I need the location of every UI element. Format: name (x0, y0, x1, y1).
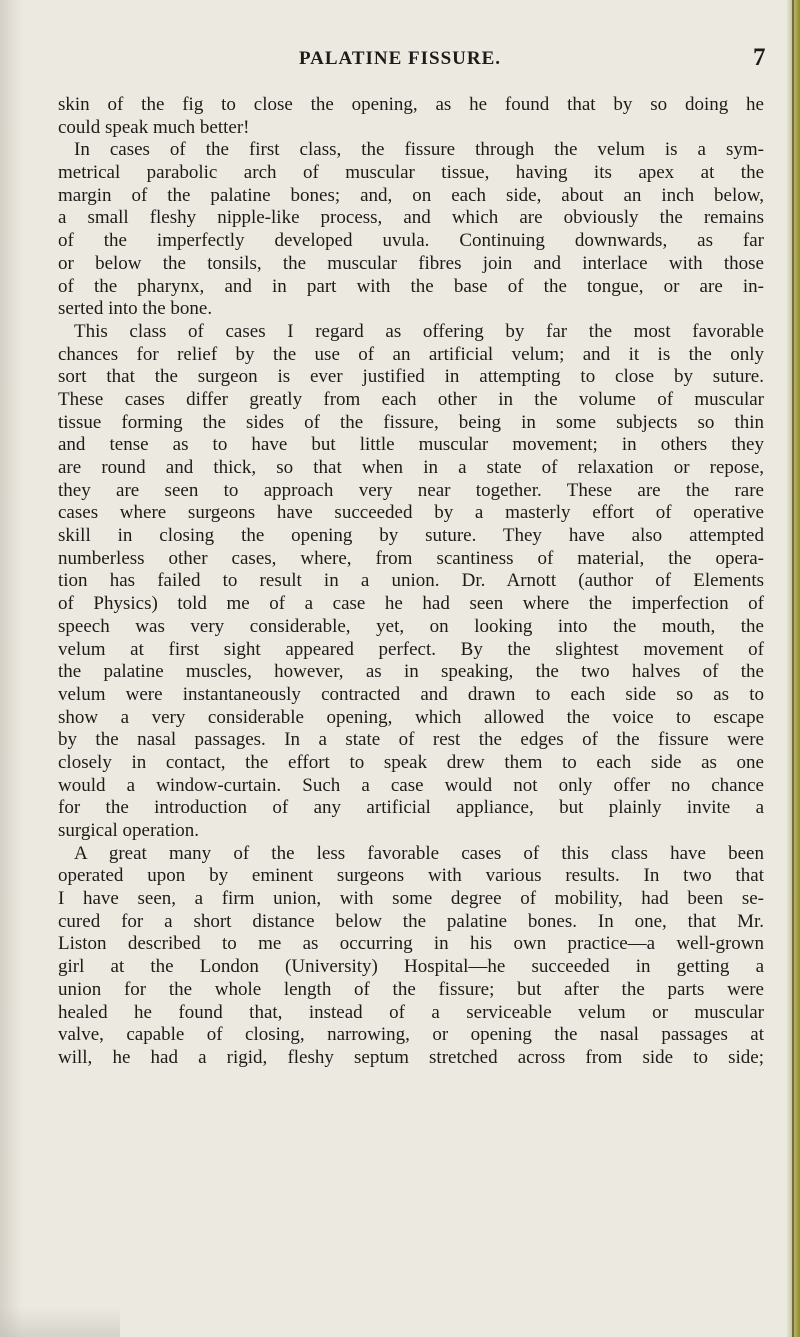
text-line: valve, capable of closing, narrowing, or opening the nasal passages at (58, 1024, 764, 1046)
text-line: could speak much better! (58, 116, 250, 138)
text-line: a small fleshy nipple-like process, and which are obviously the remains (58, 207, 764, 229)
text-line: numberless other cases, where, from scantiness of material, the opera- (58, 547, 764, 569)
text-line: speech was very considerable, yet, on looking into the mouth, the (58, 615, 764, 637)
text-line: or below the tonsils, the muscular fibres join and interlace with those (58, 252, 764, 274)
text-line: These cases differ greatly from each other in the volume of muscular (58, 388, 764, 410)
text-line: sort that the surgeon is ever justified in attempting to close by suture. (58, 366, 764, 388)
text-line: margin of the palatine bones; and, on each side, about an inch below, (58, 184, 764, 206)
text-line: girl at the London (University) Hospital—he succeeded in getting a (58, 956, 764, 978)
text-line: In cases of the first class, the fissure through the velum is a sym- (74, 139, 764, 161)
text-line: operated upon by eminent surgeons with various results. In two that (58, 865, 764, 887)
page-edge-line (792, 0, 794, 1337)
text-line: of the pharynx, and in part with the base of the tongue, or are in- (58, 275, 764, 297)
text-line: cases where surgeons have succeeded by a masterly effort of operative (58, 502, 764, 524)
text-line: I have seen, a firm union, with some degree of mobility, had been se- (58, 888, 764, 910)
text-line: surgical operation. (58, 820, 200, 841)
text-line: by the nasal passages. In a state of rest the edges of the fissure were (58, 729, 764, 751)
page-bottom-shadow (0, 1307, 120, 1337)
text-line: of Physics) told me of a case he had seen where the imperfection of (58, 593, 764, 615)
text-line: serted into the bone. (58, 298, 213, 320)
text-line: Liston described to me as occurring in his own practice—a well-grown (58, 933, 764, 955)
text-line: healed he found that, instead of a serviceable velum or muscular (58, 1001, 764, 1023)
text-line: for the introduction of any artificial appliance, but plainly invite a (58, 797, 764, 819)
text-line: and tense as to have but little muscular movement; in others they (58, 434, 764, 456)
text-line: skin of the fig to close the opening, as he found that by so doing he (58, 94, 764, 115)
text-line: velum at first sight appeared perfect. By the slightest movement of (58, 638, 764, 660)
text-line: union for the whole length of the fissure; but after the parts were (58, 978, 764, 1000)
text-line: tissue forming the sides of the fissure, being in some subjects so thin (58, 411, 764, 433)
text-line: A great many of the less favorable cases of this class have been (74, 842, 764, 864)
text-line: metrical parabolic arch of muscular tissue, having its apex at the (58, 162, 764, 184)
text-line: would a window-curtain. Such a case would not only offer no chance (58, 774, 764, 796)
text-line: tion has failed to result in a union. Dr. Arnott (author of Elements (58, 570, 764, 592)
body-text (58, 94, 764, 1070)
text-line: closely in contact, the effort to speak drew them to each side as one (58, 751, 764, 773)
text-line: skill in closing the opening by suture. They have also attempted (58, 525, 764, 547)
page-left-shadow (0, 0, 22, 1337)
text-line: of the imperfectly developed uvula. Continuing downwards, as far (58, 230, 764, 252)
running-title: PALATINE FISSURE. (298, 48, 502, 69)
text-line: the palatine muscles, however, as in speaking, the two halves of the (58, 661, 764, 683)
text-line: cured for a short distance below the palatine bones. In one, that Mr. (58, 910, 764, 932)
text-line: will, he had a rigid, fleshy septum stretched across from side to side; (58, 1046, 764, 1068)
page-number: 7 (753, 44, 766, 71)
running-head (0, 44, 800, 74)
text-line: are round and thick, so that when in a state of relaxation or repose, (58, 457, 764, 478)
text-line: This class of cases I regard as offering by far the most favorable (74, 320, 764, 342)
text-line: show a very considerable opening, which allowed the voice to escape (58, 706, 764, 728)
text-line: velum were instantaneously contracted and drawn to each side so as to (58, 683, 764, 705)
text-line: they are seen to approach very near together. These are the rare (58, 479, 764, 501)
text-line: chances for relief by the use of an artificial velum; and it is the only (58, 343, 764, 365)
